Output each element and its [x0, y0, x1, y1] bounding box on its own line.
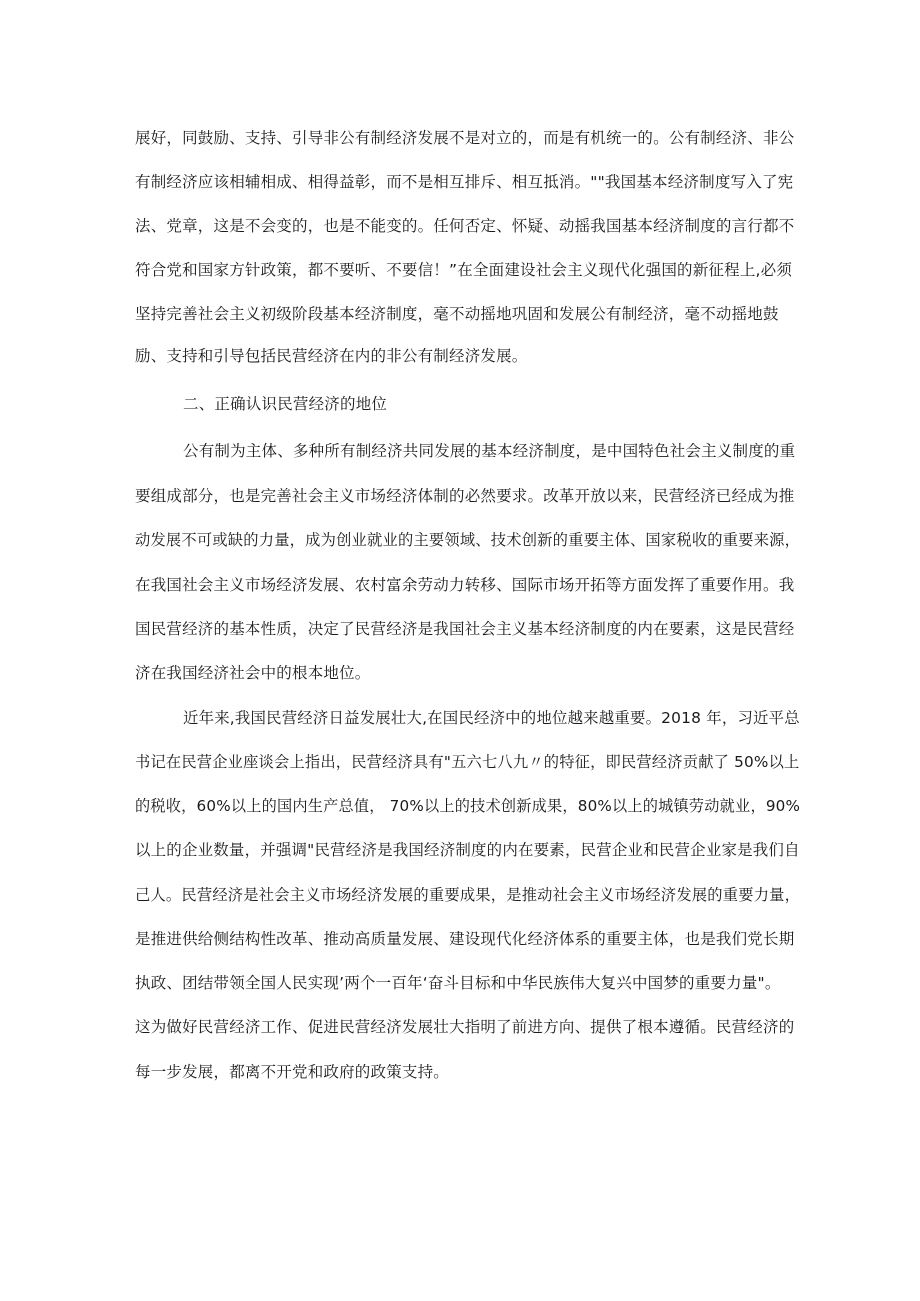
- paragraph-line: 己人。民营经济是社会主义市场经济发展的重要成果，是推动社会主义市场经济发展的重要力量，: [135, 886, 801, 904]
- paragraph-line: 执政、团结带领全国人民实现’两个一百年‘奋斗目标和中华民族伟大复兴中国梦的重要力量"。: [135, 974, 781, 992]
- paragraph-line: 在我国社会主义市场经济发展、农村富余劳动力转移、国际市场开拓等方面发挥了重要作用。我: [135, 576, 795, 594]
- paragraph-line: 近年来,我国民营经济日益发展壮大,在国民经济中的地位越来越重要。2018 年，习近平总: [183, 709, 800, 727]
- paragraph-line: 有制经济应该相辅相成、相得益彰，而不是相互排斥、相互抵消。""我国基本经济制度写入了宪: [135, 173, 794, 191]
- paragraph-line: 符合党和国家方针政策，都不要听、不要信！”在全面建设社会主义现代化强国的新征程上,必须: [135, 261, 793, 279]
- paragraph-line: 坚持完善社会主义初级阶段基本经济制度，毫不动摇地巩固和发展公有制经济，毫不动摇地鼓: [135, 305, 779, 323]
- paragraph-line: 每一步发展，都离不开党和政府的政策支持。: [135, 1063, 450, 1081]
- paragraph-line: 公有制为主体、多种所有制经济共同发展的基本经济制度，是中国特色社会主义制度的重: [183, 442, 796, 460]
- paragraph-line: 济在我国经济社会中的根本地位。: [135, 664, 371, 682]
- section-heading: 二、正确认识民营经济的地位: [183, 395, 388, 413]
- paragraph-line: 国民营经济的基本性质，决定了民营经济是我国社会主义基本经济制度的内在要素，这是民营经: [135, 620, 795, 638]
- paragraph-line: 展好，同鼓励、支持、引导非公有制经济发展不是对立的，而是有机统一的。公有制经济、非公: [135, 129, 795, 147]
- paragraph-line: 的税收，60%以上的国内生产总值， 70%以上的技术创新成果，80%以上的城镇劳动就业，90%: [135, 797, 801, 815]
- paragraph-line: 励、支持和引导包括民营经济在内的非公有制经济发展。: [135, 347, 528, 365]
- paragraph-line: 法、党章，这是不会变的，也是不能变的。任何否定、怀疑、动摇我国基本经济制度的言行都不: [135, 217, 795, 235]
- paragraph-line: 这为做好民营经济工作、促进民营经济发展壮大指明了前进方向、提供了根本遵循。民营经济的: [135, 1018, 795, 1036]
- paragraph-line: 是推进供给侧结构性改革、推动高质量发展、建设现代化经济体系的重要主体，也是我们党长期: [135, 930, 795, 948]
- paragraph-line: 要组成部分，也是完善社会主义市场经济体制的必然要求。改革开放以来，民营经济已经成为推: [135, 487, 795, 505]
- paragraph-line: 以上的企业数量，并强调"民营经济是我国经济制度的内在要素，民营企业和民营企业家是我们自: [135, 841, 800, 859]
- paragraph-line: 书记在民营企业座谈会上指出，民营经济具有"五六七八九〃的特征，即民营经济贡献了 50%以上: [135, 753, 800, 771]
- paragraph-line: 动发展不可或缺的力量，成为创业就业的主要领域、技术创新的重要主体、国家税收的重要来源，: [135, 531, 801, 549]
